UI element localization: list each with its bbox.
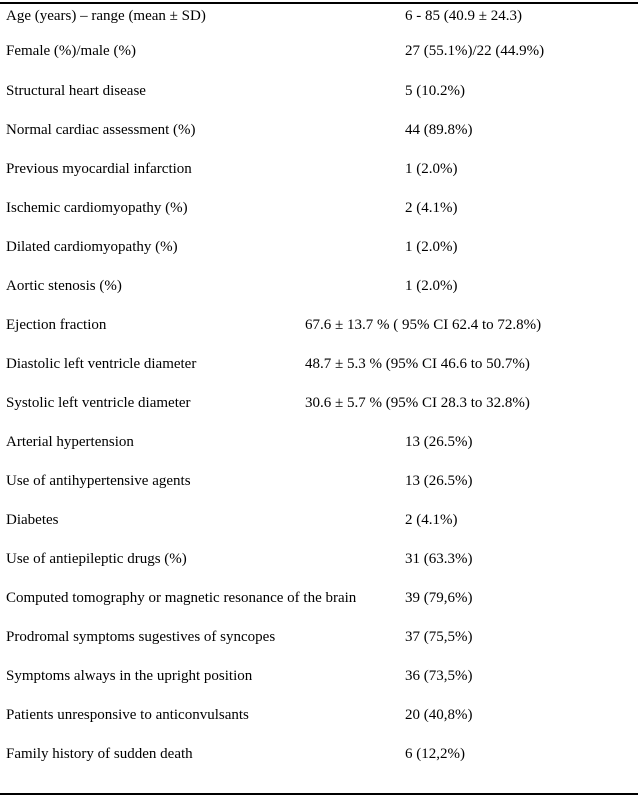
row-value: 13 (26.5%) (405, 473, 473, 489)
row-value: 36 (73,5%) (405, 668, 473, 684)
table-row (0, 627, 642, 647)
row-value: 1 (2.0%) (405, 161, 458, 177)
row-label: Symptoms always in the upright position (6, 668, 253, 684)
row-value: 44 (89.8%) (405, 122, 473, 138)
table-row (0, 588, 642, 608)
table-row (0, 705, 642, 725)
row-value: 30.6 ± 5.7 % (95% CI 28.3 to 32.8%) (305, 395, 530, 411)
table-row (0, 81, 642, 101)
table-row (0, 6, 642, 26)
row-label: Arterial hypertension (6, 434, 134, 450)
table-row (0, 315, 642, 335)
table-row (0, 393, 642, 413)
table-row (0, 510, 642, 530)
row-label: Aortic stenosis (%) (6, 278, 122, 294)
row-value: 2 (4.1%) (405, 512, 458, 528)
table-row (0, 198, 642, 218)
row-value: 6 - 85 (40.9 ± 24.3) (405, 8, 522, 24)
row-label: Age (years) – range (mean ± SD) (6, 8, 206, 24)
row-value: 1 (2.0%) (405, 278, 458, 294)
row-value: 13 (26.5%) (405, 434, 473, 450)
table-row (0, 120, 642, 140)
row-label: Patients unresponsive to anticonvulsants (6, 707, 249, 723)
table-row (0, 471, 642, 491)
row-label: Use of antiepileptic drugs (%) (6, 551, 187, 567)
row-label: Family history of sudden death (6, 746, 193, 762)
row-label: Prodromal symptoms sugestives of syncopes (6, 629, 276, 645)
row-label: Diastolic left ventricle diameter (6, 356, 197, 372)
table-row (0, 666, 642, 686)
row-label: Female (%)/male (%) (6, 43, 136, 59)
table-row (0, 159, 642, 179)
row-label: Previous myocardial infarction (6, 161, 192, 177)
row-label: Dilated cardiomyopathy (%) (6, 239, 178, 255)
row-label: Structural heart disease (6, 83, 146, 99)
table-row (0, 237, 642, 257)
table-row (0, 276, 642, 296)
row-value: 67.6 ± 13.7 % ( 95% CI 62.4 to 72.8%) (305, 317, 542, 333)
table-row (0, 41, 642, 61)
row-label: Diabetes (6, 512, 59, 528)
table-row (0, 354, 642, 374)
row-value: 6 (12,2%) (405, 746, 465, 762)
table-row (0, 432, 642, 452)
table-row (0, 549, 642, 569)
row-label: Ischemic cardiomyopathy (%) (6, 200, 188, 216)
row-value: 1 (2.0%) (405, 239, 458, 255)
row-value: 48.7 ± 5.3 % (95% CI 46.6 to 50.7%) (305, 356, 530, 372)
row-label: Ejection fraction (6, 317, 107, 333)
row-value: 31 (63.3%) (405, 551, 473, 567)
row-label: Use of antihypertensive agents (6, 473, 191, 489)
row-label: Systolic left ventricle diameter (6, 395, 191, 411)
row-label: Normal cardiac assessment (%) (6, 122, 196, 138)
row-value: 27 (55.1%)/22 (44.9%) (405, 43, 545, 59)
row-value: 5 (10.2%) (405, 83, 465, 99)
table-bottom-rule (0, 793, 638, 795)
row-value: 20 (40,8%) (405, 707, 473, 723)
row-value: 37 (75,5%) (405, 629, 473, 645)
row-label: Computed tomography or magnetic resonance of the brain (6, 590, 357, 606)
row-value: 2 (4.1%) (405, 200, 458, 216)
row-value: 39 (79,6%) (405, 590, 473, 606)
table-row (0, 744, 642, 764)
